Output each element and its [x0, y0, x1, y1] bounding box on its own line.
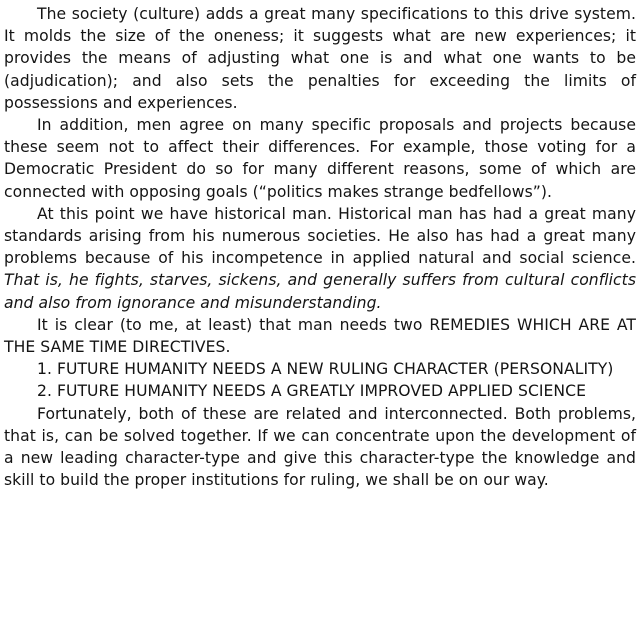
paragraph-text: Fortunately, both of these are related and interconnected. Both problems, that is, can be solved together. If we can concentrate upon the development of a new leading character-type and give this character-type the knowledge and skill to build the proper institutions for ruling, we shall be on our way.	[4, 404, 636, 490]
list-item-text: 1. FUTURE HUMANITY NEEDS A NEW RULING CHARACTER (PERSONALITY)	[37, 360, 614, 379]
paragraph-closing	[4, 403, 636, 492]
paragraph-italic-text: That is, he fights, starves, sickens, and generally suffers from cultural conflicts and also from ignorance and misunderstanding.	[4, 271, 636, 312]
paragraph-text: At this point we have historical man. Historical man has had a great many standards arising from his numerous societies. He also has had a great many problems because of his incompetence in applied natural and social science.	[4, 204, 636, 268]
list-item-ruling-character	[4, 358, 636, 380]
list-item-applied-science	[4, 380, 636, 402]
paragraph-society	[4, 3, 636, 114]
paragraph-text: It is clear (to me, at least) that man needs two REMEDIES WHICH ARE AT THE SAME TIME DIRECTIVES.	[4, 315, 636, 357]
paragraph-remedies	[4, 314, 636, 358]
paragraph-historical-man	[4, 203, 636, 314]
paragraph-text: The society (culture) adds a great many specifications to this drive system. It molds the size of the oneness; it suggests what are new experiences; it provides the means of adjusting what one is and what one wants to be (adjudication); and also sets the penalties for exceeding the limits of possessions and experiences.	[4, 5, 636, 112]
document-page	[4, 3, 636, 491]
paragraph-agreement	[4, 114, 636, 203]
paragraph-text: In addition, men agree on many specific proposals and projects because these seem not to affect their differences. For example, those voting for a Democratic President do so for many different reasons, some of which are connected with opposing goals (“politics makes strange bedfellows”).	[4, 116, 636, 201]
list-item-text: 2. FUTURE HUMANITY NEEDS A GREATLY IMPROVED APPLIED SCIENCE	[37, 382, 586, 401]
